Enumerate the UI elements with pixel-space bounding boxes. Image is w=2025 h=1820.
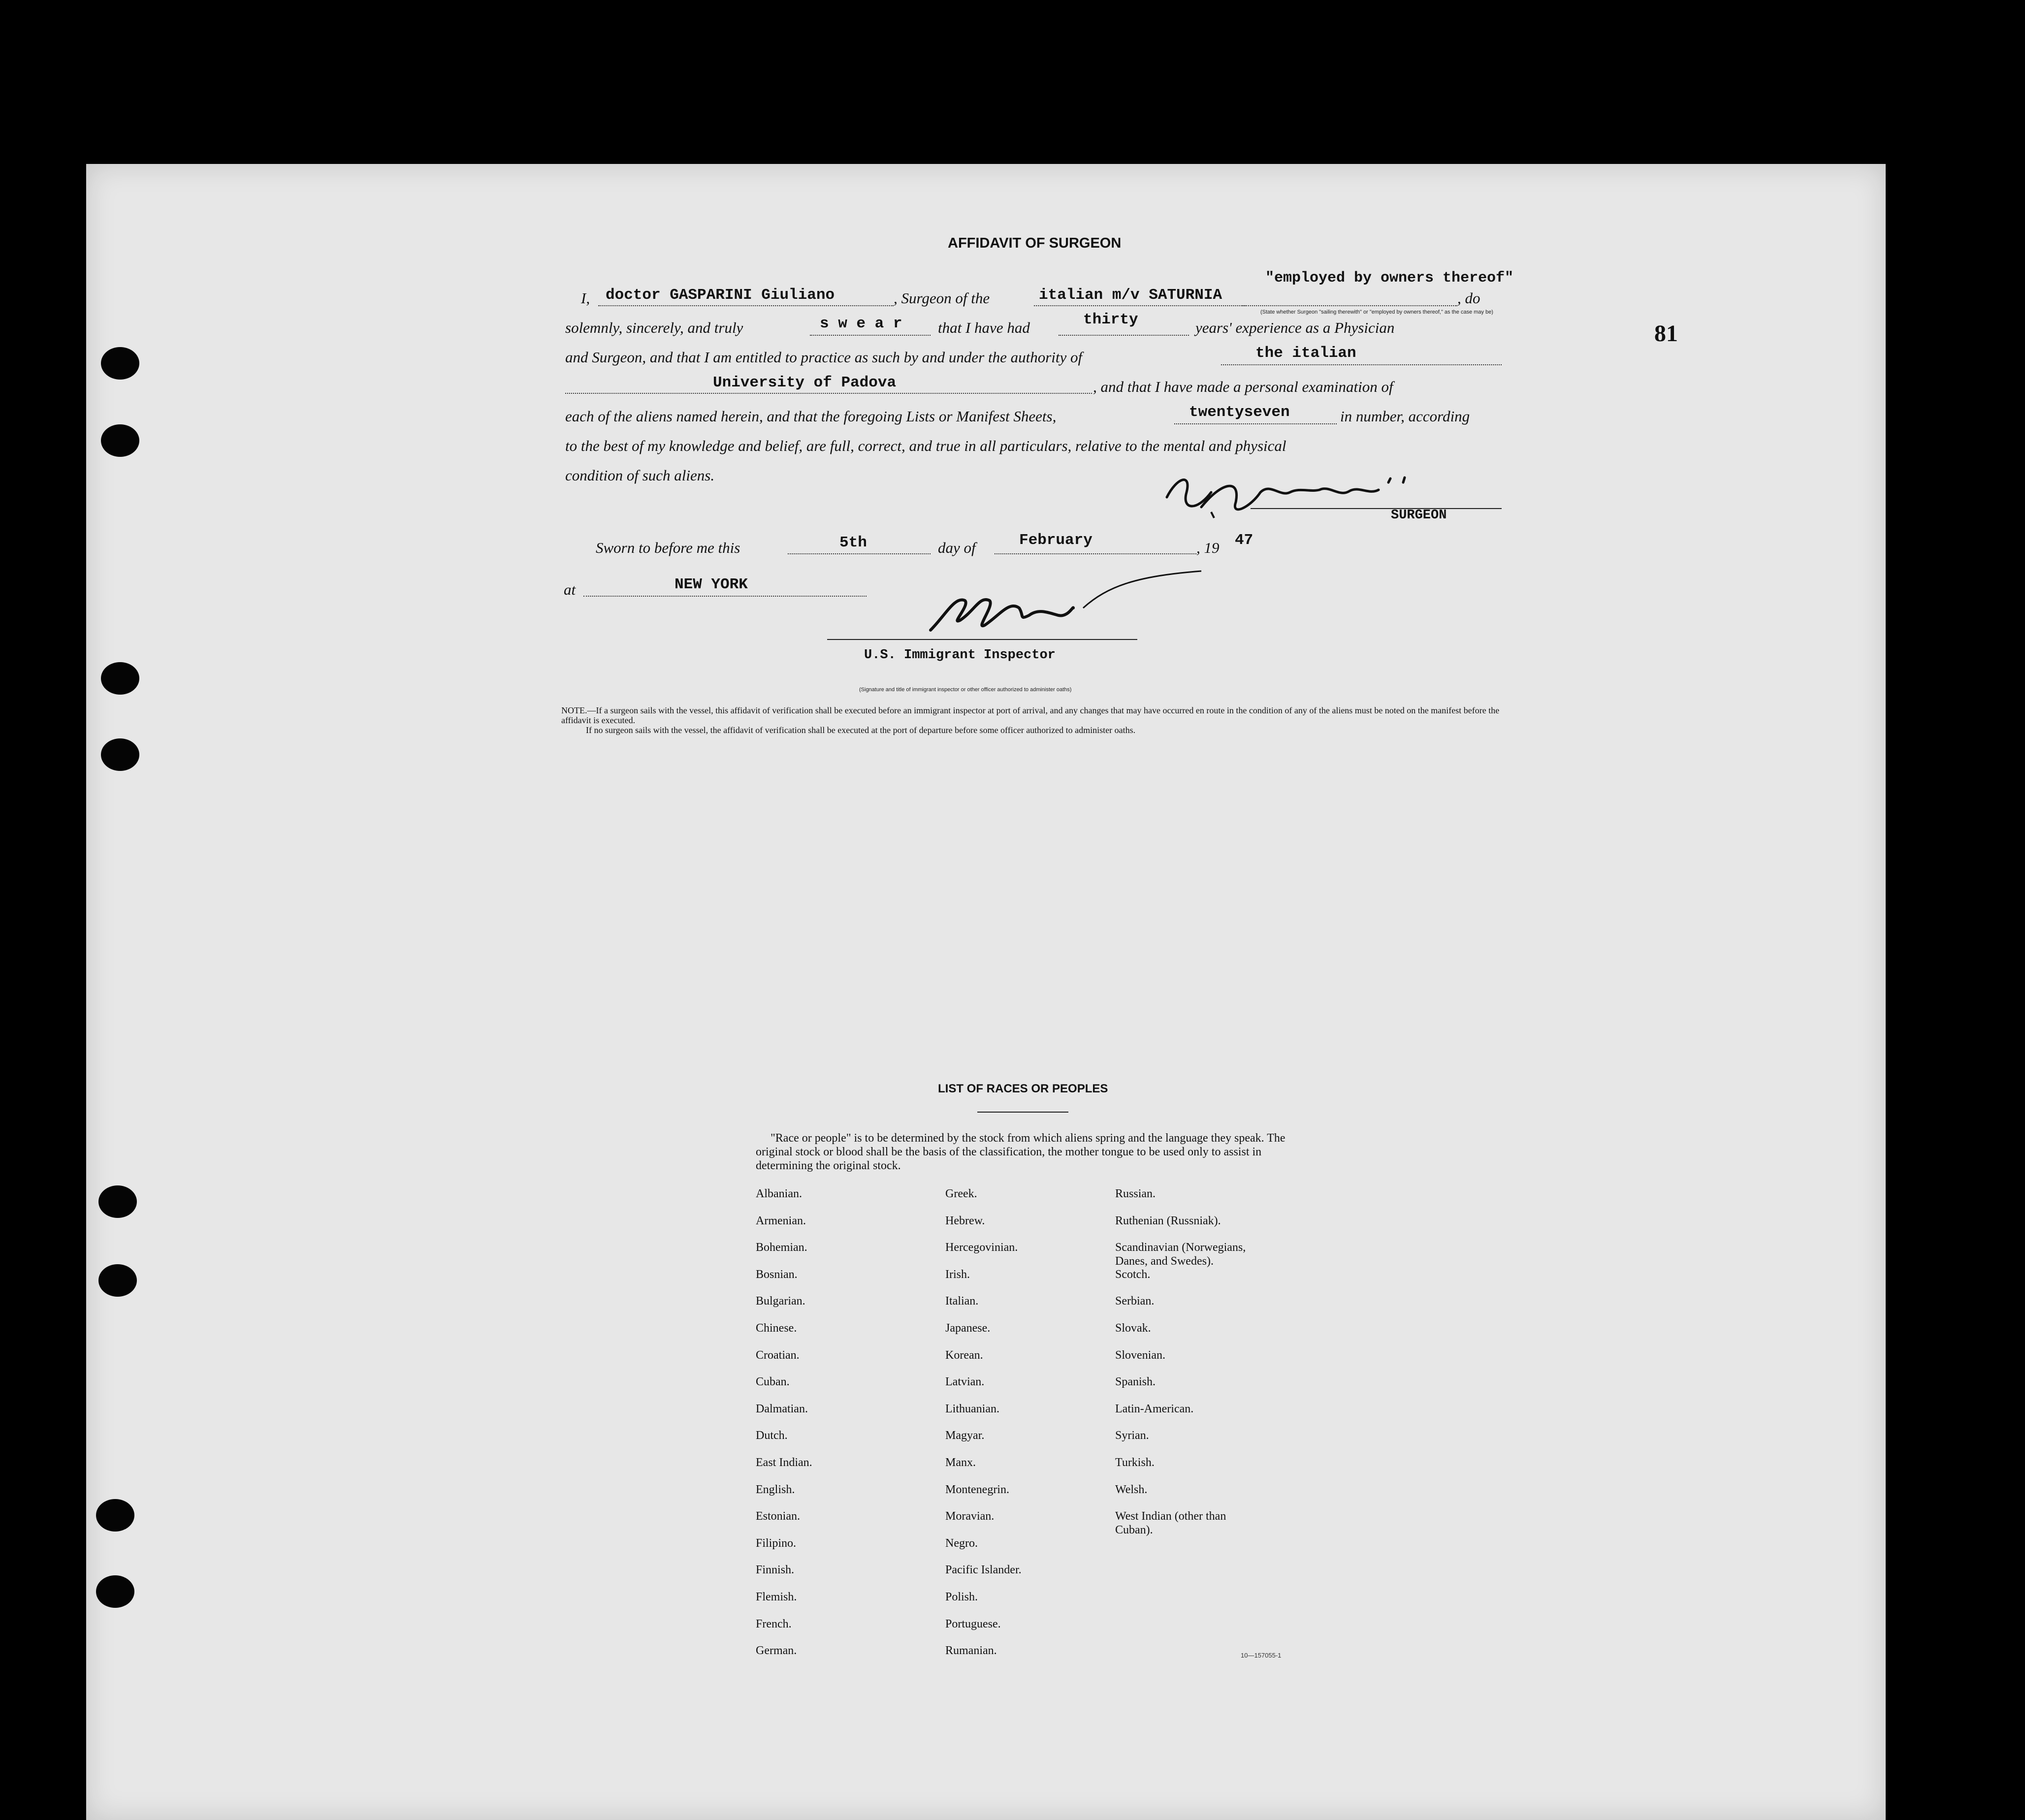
manifest-sheets: twentyseven (1189, 404, 1290, 421)
affidavit-title: AFFIDAVIT OF SURGEON (948, 235, 1122, 251)
sworn-day: 5th (839, 534, 867, 551)
race-entry: Scotch. (1115, 1268, 1151, 1281)
races-column-3 (1115, 1187, 1246, 1536)
race-entry: Moravian. (945, 1510, 995, 1523)
race-entry: West Indian (other than Cuban). (1115, 1510, 1226, 1537)
vessel-field (1034, 304, 1246, 306)
race-entry: Japanese. (945, 1321, 991, 1335)
affidavit-line-7: condition of such aliens. (565, 467, 715, 484)
race-entry: Bosnian. (756, 1268, 798, 1281)
race-entry: Estonian. (756, 1510, 800, 1523)
punch-hole (101, 347, 139, 380)
race-entry: Filipino. (756, 1536, 797, 1550)
race-entry: Welsh. (1115, 1483, 1148, 1496)
authority-field (1221, 363, 1502, 365)
race-entry: German. (756, 1644, 797, 1658)
affidavit-line-6: to the best of my knowledge and belief, are full, correct, and true in all particulars, relative to the mental and physical (565, 437, 1286, 454)
at-label: at (564, 581, 576, 598)
race-entry: Slovenian. (1115, 1348, 1165, 1362)
oath-type: s w e a r (820, 315, 902, 332)
punch-hole (98, 1185, 137, 1218)
affidavit-line-3-text: and Surgeon, and that I am entitled to practice as such by and under the authority of (565, 349, 1083, 366)
race-entry: Polish. (945, 1590, 978, 1603)
races-list-title: LIST OF RACES OR PEOPLES (938, 1082, 1108, 1095)
sworn-text-2: day of (938, 539, 976, 556)
affidavit-line-2-text-3: years' experience as a Physician (1195, 319, 1395, 336)
race-entry: Bohemian. (756, 1241, 807, 1254)
authority: the italian (1255, 345, 1356, 362)
race-entry: Montenegrin. (945, 1483, 1009, 1496)
race-entry: English. (756, 1483, 795, 1496)
years-field (1059, 334, 1189, 336)
affidavit-line-5-text: each of the aliens named herein, and that the foregoing Lists or Manifest Sheets, (565, 408, 1057, 425)
affidavit-line-1-text: , Surgeon of the (894, 289, 990, 307)
month-field (995, 552, 1196, 554)
surgeon-name-field (598, 304, 894, 306)
race-entry: Greek. (945, 1187, 977, 1200)
races-column-2 (945, 1187, 1022, 1671)
punch-hole (101, 738, 139, 771)
races-list-intro-text: "Race or people" is to be determined by the stock from which aliens spring and the language they speak. The original stock or blood shall be the basis of the classification, the mother tongue to be used only to assist in determining the original stock. (756, 1132, 1286, 1172)
race-entry: Lithuanian. (945, 1402, 999, 1415)
employment-status: "employed by owners thereof" (1265, 270, 1514, 287)
race-entry: Slovak. (1115, 1321, 1151, 1335)
affidavit-line-4-text: , and that I have made a personal examination of (1093, 378, 1393, 395)
punch-hole (96, 1575, 134, 1608)
race-entry: Hebrew. (945, 1214, 985, 1227)
race-entry: Rumanian. (945, 1644, 997, 1658)
years-experience: thirty (1083, 311, 1138, 328)
race-entry: Magyar. (945, 1429, 985, 1442)
race-entry: Dutch. (756, 1429, 788, 1442)
race-entry: Spanish. (1115, 1375, 1156, 1389)
punch-hole (96, 1499, 134, 1532)
inspector-title: U.S. Immigrant Inspector (864, 648, 1056, 663)
race-entry: Albanian. (756, 1187, 802, 1200)
affidavit-line-1-do: , do (1457, 289, 1480, 307)
race-entry: Scandinavian (Norwegians, Danes, and Swedes). (1115, 1241, 1246, 1268)
surgeon-signature-line (1251, 507, 1502, 509)
page-number: 81 (1654, 320, 1678, 347)
race-entry: Bulgarian. (756, 1295, 805, 1308)
authority-continued: University of Padova (713, 374, 897, 391)
races-list-rule (977, 1112, 1068, 1113)
race-entry: Latin-American. (1115, 1402, 1194, 1415)
race-entry: Finnish. (756, 1564, 795, 1577)
place-field (583, 595, 867, 597)
race-entry: Latvian. (945, 1375, 985, 1389)
employment-field (1241, 304, 1457, 306)
race-entry: Hercegovinian. (945, 1241, 1018, 1254)
race-entry: Korean. (945, 1348, 983, 1362)
race-entry: East Indian. (756, 1456, 812, 1469)
race-entry: Portuguese. (945, 1617, 1001, 1630)
surgeon-label: SURGEON (1391, 508, 1447, 523)
race-entry: Cuban. (756, 1375, 790, 1389)
authority-continued-field (565, 392, 1092, 394)
affidavit-line-1-prefix: I, (581, 289, 590, 307)
inspector-signature (921, 566, 1216, 645)
note-line-1: NOTE.—If a surgeon sails with the vessel, this affidavit of verification shall be executed before an immigrant inspector at port of arrival, and any changes that may have occurred en route in the condition of any of the aliens must be noted on the manifest before the affidavit is executed. (561, 705, 1500, 725)
race-entry: Serbian. (1115, 1295, 1155, 1308)
employment-note: (State whether Surgeon "sailing therewith" or "employed by owners thereof," as the case may be) (1260, 309, 1493, 315)
sworn-text: Sworn to before me this (596, 539, 740, 556)
punch-hole (101, 662, 139, 695)
race-entry: Ruthenian (Russniak). (1115, 1214, 1221, 1227)
vessel-name: italian m/v SATURNIA (1039, 287, 1222, 304)
race-entry: Syrian. (1115, 1429, 1149, 1442)
sheets-field (1174, 422, 1337, 424)
surgeon-name: doctor GASPARINI Giuliano (606, 287, 835, 304)
note-line-2: If no surgeon sails with the vessel, the affidavit of verification shall be executed at the port of departure before some officer authorized to administer oaths. (586, 725, 1136, 735)
race-entry: Pacific Islander. (945, 1564, 1022, 1577)
verification-note (561, 705, 1511, 735)
race-entry: Turkish. (1115, 1456, 1155, 1469)
race-entry: Chinese. (756, 1321, 797, 1335)
form-code: 10—157055-1 (1241, 1652, 1282, 1659)
sworn-place: NEW YORK (675, 576, 748, 593)
race-entry: Negro. (945, 1536, 978, 1550)
punch-hole (101, 424, 139, 457)
race-entry: Flemish. (756, 1590, 797, 1603)
sworn-year-prefix: , 19 (1196, 539, 1220, 556)
races-column-1 (756, 1187, 812, 1671)
affidavit-line-2-text-2: that I have had (938, 319, 1030, 336)
day-field (788, 552, 931, 554)
race-entry: Russian. (1115, 1187, 1156, 1200)
affidavit-line-5-text-2: in number, according (1340, 408, 1470, 425)
sworn-month: February (1019, 532, 1093, 549)
inspector-caption: (Signature and title of immigrant inspector or other officer authorized to administer oaths) (859, 687, 1072, 693)
race-entry: Italian. (945, 1295, 979, 1308)
race-entry: Croatian. (756, 1348, 800, 1362)
races-list-intro (756, 1131, 1297, 1173)
race-entry: French. (756, 1617, 792, 1630)
punch-hole (98, 1264, 137, 1297)
race-entry: Irish. (945, 1268, 970, 1281)
inspector-signature-line (827, 638, 1137, 640)
affidavit-line-2-text: solemnly, sincerely, and truly (565, 319, 743, 336)
race-entry: Armenian. (756, 1214, 806, 1227)
race-entry: Manx. (945, 1456, 976, 1469)
sworn-year: 47 (1235, 532, 1254, 549)
oath-field (810, 334, 931, 336)
race-entry: Dalmatian. (756, 1402, 808, 1415)
